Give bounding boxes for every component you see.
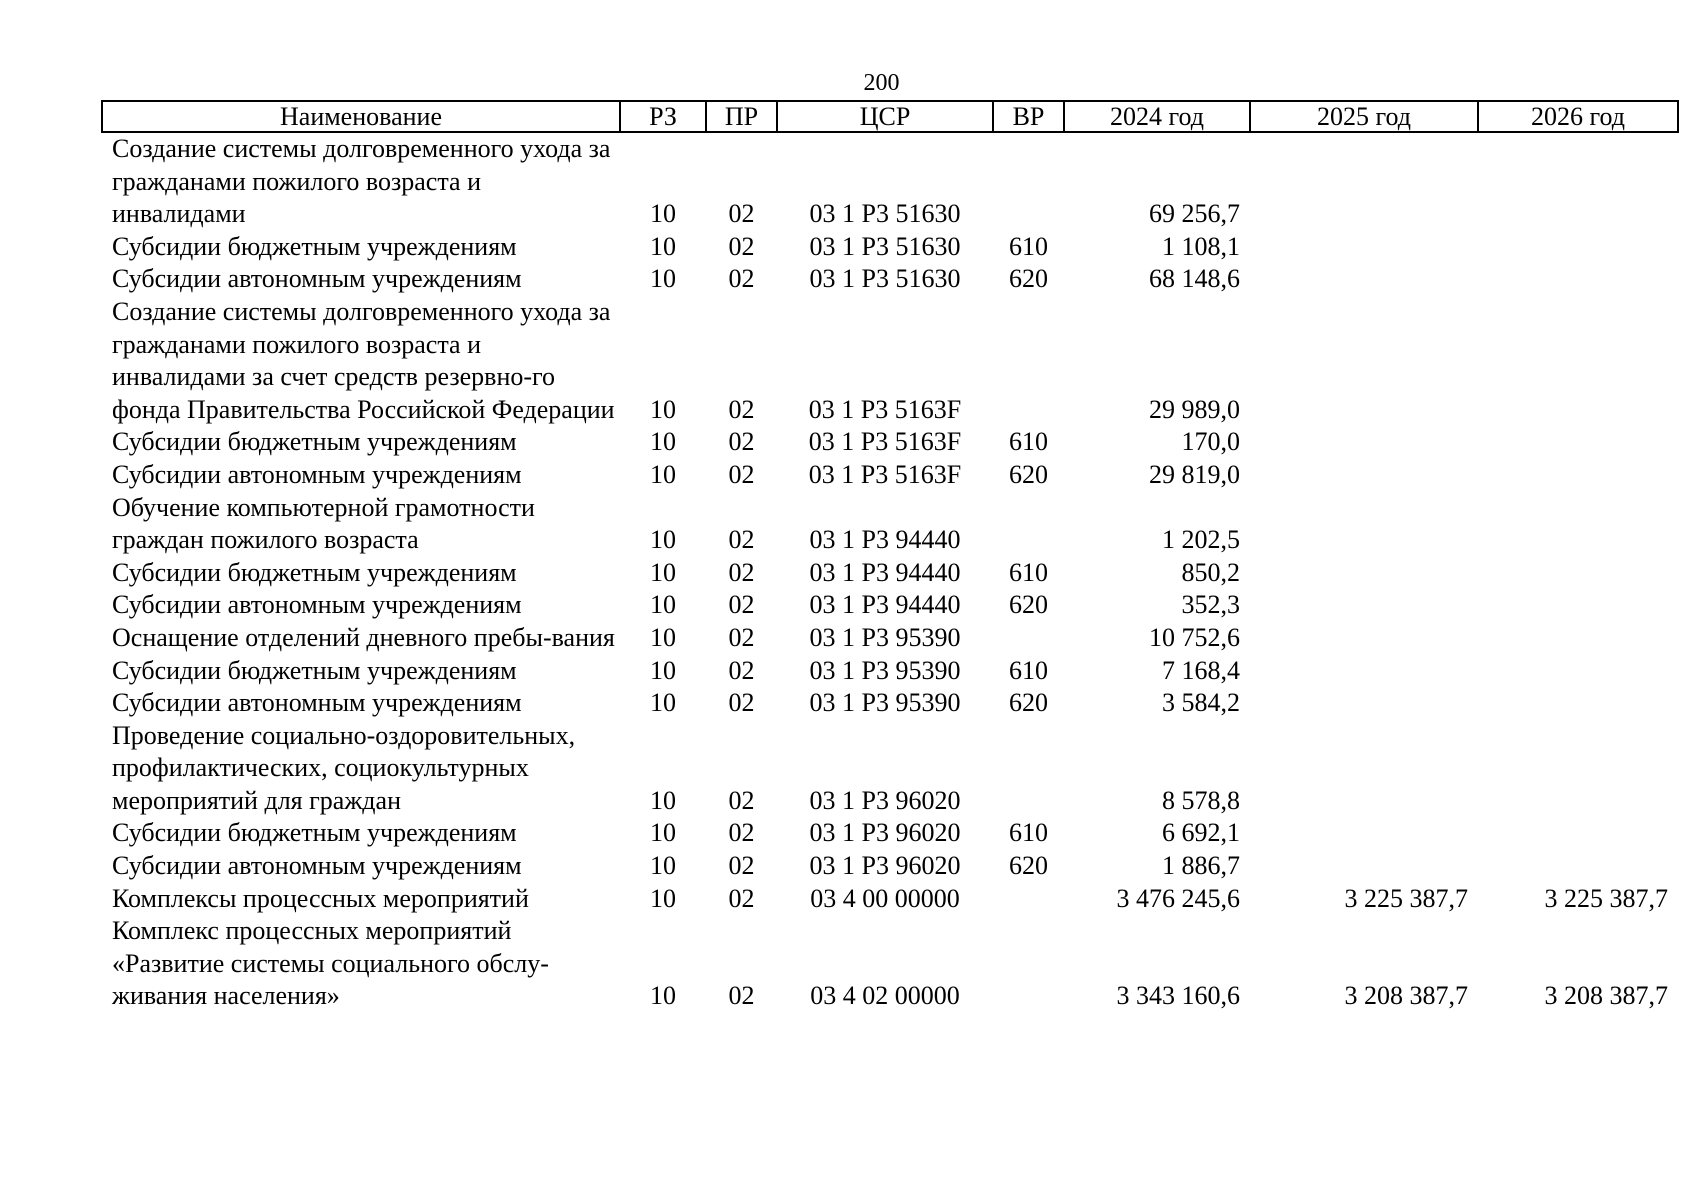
row-csr: 03 1 Р3 51630 [809,231,961,261]
row-2025-amount [1250,132,1478,231]
table-row [102,817,1678,850]
row-rz: 10 [650,394,676,424]
row-vr [993,883,1064,916]
table-row [102,231,1678,264]
row-rz: 10 [650,264,676,294]
row-rz: 10 [650,818,676,848]
table-row [102,720,1678,818]
row-pr: 02 [728,655,755,685]
row-2025-amount [1250,622,1478,655]
row-name: Оснащение отделений дневного пребы-вания [112,622,615,652]
row-rz: 10 [650,688,676,718]
row-name: Субсидии бюджетным учреждениям [112,231,517,261]
row-pr: 02 [728,525,755,555]
row-pr: 02 [728,264,755,294]
row-csr: 03 1 Р3 95390 [809,655,961,685]
row-2026-amount [1478,231,1678,264]
table-row [102,492,1678,557]
row-2025-amount [1250,655,1478,688]
row-rz: 10 [650,655,676,685]
row-name: Субсидии автономным учреждениям [112,590,522,620]
row-2025-amount [1250,263,1478,296]
row-2026-amount: 3 225 387,7 [1544,883,1668,913]
table-row [102,296,1678,426]
row-2025-amount [1250,557,1478,590]
row-2025-amount [1250,817,1478,850]
row-2026-amount [1478,720,1678,818]
row-2026-amount [1478,850,1678,883]
row-2026-amount [1478,296,1678,426]
header-2024: 2024 год [1064,101,1250,132]
row-2024-amount: 10 752,6 [1149,622,1240,652]
row-pr: 02 [728,590,755,620]
row-name: Комплекс процессных мероприятий «Развитие системы социального обслу-живания населения» [112,916,549,1011]
row-2026-amount [1478,687,1678,720]
row-name: Субсидии бюджетным учреждениям [112,427,517,457]
table-header-row [102,101,1678,132]
row-pr: 02 [728,557,755,587]
row-2024-amount: 68 148,6 [1149,264,1240,294]
row-2026-amount [1478,622,1678,655]
table-row [102,589,1678,622]
row-vr: 610 [1009,427,1048,457]
row-2024-amount: 1 886,7 [1162,851,1240,881]
row-2025-amount: 3 225 387,7 [1344,883,1468,913]
row-rz: 10 [650,883,676,913]
row-2025-amount [1250,720,1478,818]
row-2024-amount: 6 692,1 [1162,818,1240,848]
row-pr: 02 [728,981,755,1011]
row-vr: 610 [1009,231,1048,261]
row-csr: 03 1 Р3 94440 [809,525,961,555]
row-vr: 610 [1009,818,1048,848]
row-2025-amount [1250,492,1478,557]
table-row [102,426,1678,459]
row-2026-amount [1478,817,1678,850]
row-pr: 02 [728,622,755,652]
row-name: Обучение компьютерной грамотности граждан пожилого возраста [112,492,535,555]
row-2026-amount [1478,426,1678,459]
table-row [102,263,1678,296]
row-csr: 03 4 02 00000 [810,981,960,1011]
row-name: Субсидии бюджетным учреждениям [112,818,517,848]
row-2026-amount [1478,263,1678,296]
row-csr: 03 1 Р3 96020 [809,818,961,848]
row-2026-amount [1478,589,1678,622]
row-name: Субсидии автономным учреждениям [112,688,522,718]
row-name: Субсидии автономным учреждениям [112,459,522,489]
row-vr: 620 [1009,688,1048,718]
row-name: Проведение социально-оздоровительных, профилактических, социокультурных мероприятий для граждан [112,720,576,815]
row-vr: 620 [1009,851,1048,881]
row-rz: 10 [650,525,676,555]
row-vr: 620 [1009,459,1048,489]
page-number: 200 [863,70,900,96]
row-pr: 02 [728,785,755,815]
row-pr: 02 [728,199,755,229]
header-rz: РЗ [620,101,706,132]
row-2024-amount: 8 578,8 [1162,785,1240,815]
row-pr: 02 [728,394,755,424]
header-pr: ПР [706,101,777,132]
table-row [102,687,1678,720]
row-rz: 10 [650,231,676,261]
row-name: Субсидии автономным учреждениям [112,264,522,294]
row-2025-amount [1250,296,1478,426]
row-2026-amount [1478,655,1678,688]
row-rz: 10 [650,427,676,457]
table-row [102,622,1678,655]
row-vr: 610 [1009,655,1048,685]
row-name: Субсидии бюджетным учреждениям [112,557,517,587]
row-2025-amount [1250,589,1478,622]
row-2024-amount: 352,3 [1181,590,1240,620]
row-2025-amount [1250,426,1478,459]
row-2025-amount [1250,459,1478,492]
row-vr: 620 [1009,264,1048,294]
row-2024-amount: 170,0 [1181,427,1240,457]
row-csr: 03 1 Р3 94440 [809,557,961,587]
row-rz: 10 [650,851,676,881]
row-2026-amount [1478,557,1678,590]
row-rz: 10 [650,557,676,587]
row-2025-amount [1250,231,1478,264]
row-vr [993,720,1064,818]
row-csr: 03 1 Р3 5163F [808,459,962,489]
table-row [102,915,1678,1013]
row-csr: 03 1 Р3 95390 [809,622,961,652]
row-2024-amount: 850,2 [1181,557,1240,587]
row-pr: 02 [728,883,755,913]
row-pr: 02 [728,688,755,718]
header-vr: ВР [993,101,1064,132]
row-csr: 03 1 Р3 94440 [809,590,961,620]
row-csr: 03 1 Р3 51630 [809,199,961,229]
row-vr [993,296,1064,426]
table-row [102,883,1678,916]
row-name: Создание системы долговременного ухода за гражданами пожилого возраста и инвалидами за счет средств резервно-го фонда Правительства Российской Федерации [112,296,615,424]
row-csr: 03 1 Р3 5163F [808,427,962,457]
header-2025: 2025 год [1250,101,1478,132]
row-name: Создание системы долговременного ухода за гражданами пожилого возраста и инвалидами [112,134,611,229]
row-2026-amount: 3 208 387,7 [1544,981,1668,1011]
row-csr: 03 4 00 00000 [810,883,960,913]
row-pr: 02 [728,231,755,261]
row-2026-amount [1478,492,1678,557]
row-2025-amount: 3 208 387,7 [1344,981,1468,1011]
row-2024-amount: 3 584,2 [1162,688,1240,718]
row-csr: 03 1 Р3 96020 [809,785,961,815]
row-vr [993,492,1064,557]
header-csr: ЦСР [777,101,993,132]
row-pr: 02 [728,851,755,881]
row-2024-amount: 7 168,4 [1162,655,1240,685]
row-csr: 03 1 Р3 5163F [808,394,962,424]
row-csr: 03 1 Р3 95390 [809,688,961,718]
row-rz: 10 [650,459,676,489]
row-vr [993,915,1064,1013]
row-name: Субсидии автономным учреждениям [112,851,522,881]
table-row [102,459,1678,492]
row-2025-amount [1250,850,1478,883]
row-vr: 610 [1009,557,1048,587]
row-pr: 02 [728,427,755,457]
row-2026-amount [1478,132,1678,231]
row-vr [993,622,1064,655]
row-rz: 10 [650,981,676,1011]
row-vr: 620 [1009,590,1048,620]
row-2026-amount [1478,459,1678,492]
row-name: Субсидии бюджетным учреждениям [112,655,517,685]
row-2024-amount: 29 819,0 [1149,459,1240,489]
row-rz: 10 [650,199,676,229]
row-csr: 03 1 Р3 96020 [809,851,961,881]
row-name: Комплексы процессных мероприятий [112,883,529,913]
header-name: Наименование [102,101,620,132]
row-rz: 10 [650,785,676,815]
row-rz: 10 [650,590,676,620]
table-row [102,132,1678,231]
row-2024-amount: 29 989,0 [1149,394,1240,424]
row-2024-amount: 1 202,5 [1162,525,1240,555]
row-2024-amount: 69 256,7 [1149,199,1240,229]
table-row [102,557,1678,590]
row-vr [993,132,1064,231]
row-2024-amount: 3 476 245,6 [1116,883,1240,913]
header-2026: 2026 год [1478,101,1678,132]
row-pr: 02 [728,459,755,489]
row-2024-amount: 1 108,1 [1162,231,1240,261]
row-rz: 10 [650,622,676,652]
table-row [102,850,1678,883]
table-row [102,655,1678,688]
row-2025-amount [1250,687,1478,720]
budget-table [101,100,1679,1013]
table-body [102,132,1678,1013]
row-2024-amount: 3 343 160,6 [1116,981,1240,1011]
row-csr: 03 1 Р3 51630 [809,264,961,294]
row-pr: 02 [728,818,755,848]
